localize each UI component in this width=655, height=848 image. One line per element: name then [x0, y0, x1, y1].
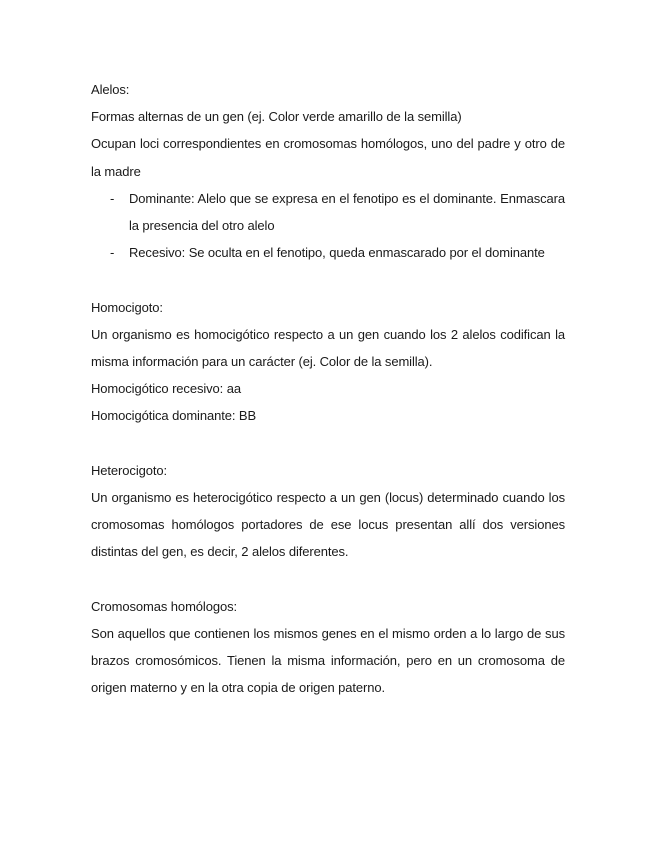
homocigoto-paragraph: Un organismo es homocigótico respecto a un gen cuando los 2 alelos codifican la misma información para un carácter (ej. Color de la semilla).: [91, 326, 565, 370]
cromosomas-heading: Cromosomas homólogos:: [91, 598, 238, 614]
alelos-bullet-list: [91, 185, 565, 267]
homocigoto-heading: Homocigoto:: [91, 299, 163, 315]
spacer: [91, 266, 565, 293]
bullet-recesivo: [91, 239, 565, 266]
alelos-definition: Formas alternas de un gen (ej. Color verde amarillo de la semilla): [91, 109, 462, 125]
bullet-recesivo-text: Recesivo: Se oculta en el fenotipo, queda enmascarado por el dominante: [129, 245, 545, 261]
spacer: [91, 566, 565, 593]
homocigoto-recesivo-line: Homocigótico recesivo: aa: [91, 381, 241, 397]
bullet-dominante: [91, 185, 565, 239]
bullet-dash: -: [110, 245, 115, 261]
document-page: [91, 76, 565, 702]
bullet-dash: -: [110, 190, 115, 206]
alelos-paragraph: Ocupan loci correspondientes en cromosomas homólogos, uno del padre y otro de la madre: [91, 136, 565, 179]
heterocigoto-heading: Heterocigoto:: [91, 462, 168, 478]
spacer: [91, 430, 565, 457]
heterocigoto-paragraph: Un organismo es heterocigótico respecto a un gen (locus) determinado cuando los cromosomas homólogos portadores de ese locus presentan allí dos versiones distintas del gen, es decir, 2 alelos diferentes.: [91, 490, 565, 560]
alelos-heading: Alelos:: [91, 82, 130, 97]
homocigoto-dominante-line: Homocigótica dominante: BB: [91, 408, 257, 424]
bullet-dominante-text: Dominante: Alelo que se expresa en el fenotipo es el dominante. Enmascara la presencia del otro alelo: [129, 190, 565, 234]
cromosomas-paragraph: Son aquellos que contienen los mismos genes en el mismo orden a lo largo de sus brazos cromosómicos. Tienen la misma información, pero en un cromosoma de origen materno y en la otra copia de origen paterno.: [91, 626, 565, 696]
